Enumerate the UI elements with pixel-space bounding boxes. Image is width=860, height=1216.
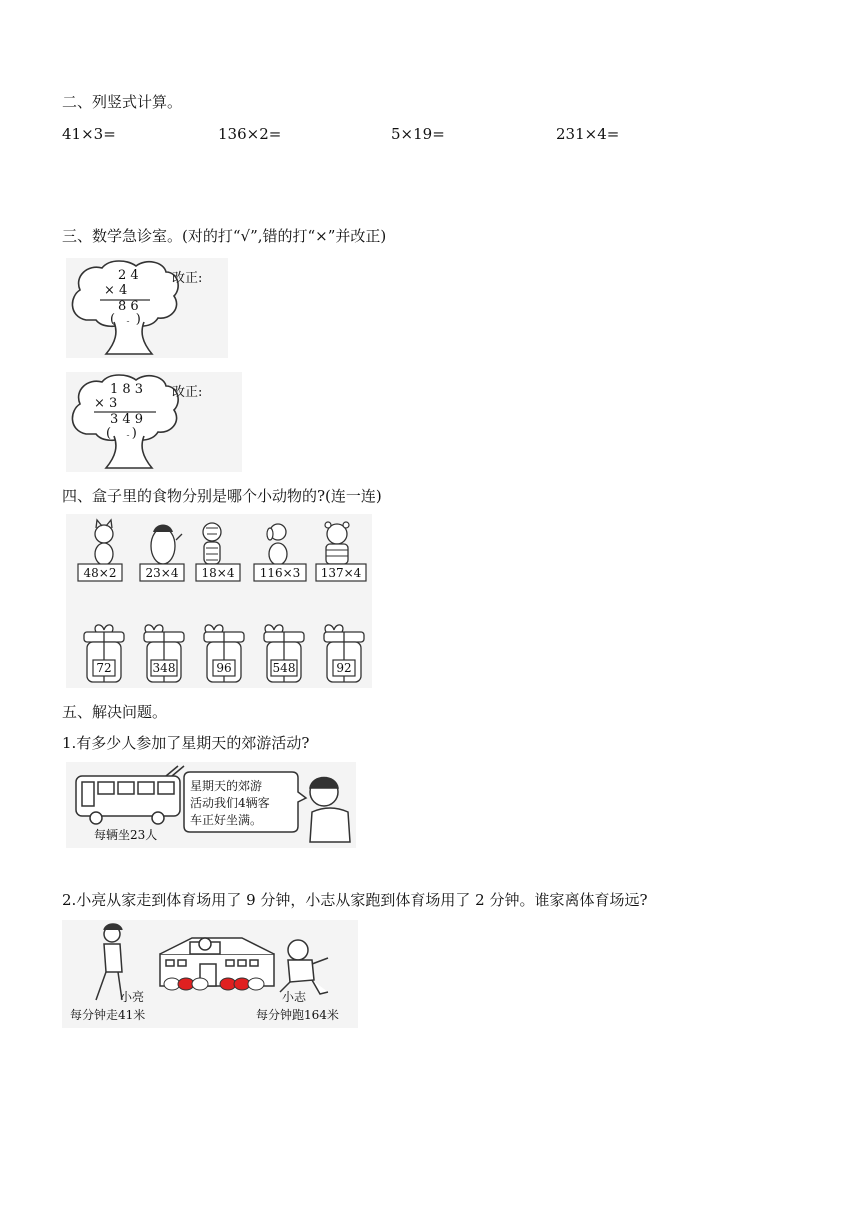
- tree-figure-2: [66, 372, 242, 472]
- right-boy-name: 小志: [282, 990, 307, 1004]
- speech-line-3: 车正好坐满。: [190, 813, 263, 827]
- speech-line-2: 活动我们4辆客: [190, 796, 270, 810]
- animal-label-4: 116×3: [259, 566, 301, 580]
- q2-text: 2.小亮从家走到体育场用了 9 分钟，小志从家跑到体育场用了 2 分钟。谁家离体育场远?: [62, 891, 648, 909]
- problem-1: 41×3=: [62, 125, 116, 143]
- tree2-answer-paren: ( ): [106, 426, 137, 441]
- speech-line-1: 星期天的郊游: [190, 779, 263, 793]
- tree2-line2: × 3: [94, 396, 118, 411]
- section5-heading: 五、解决问题。: [62, 703, 168, 721]
- dog-icon: [267, 524, 287, 565]
- bus-figure: [66, 762, 356, 848]
- bus-caption: 每辆坐23人: [94, 828, 158, 842]
- right-boy-caption: 每分钟跑164米: [256, 1008, 339, 1022]
- tree1-line1: 2 4: [118, 268, 139, 283]
- tree2-fix-label: 改正:: [172, 385, 203, 400]
- tree2-line1: 1 8 3: [110, 382, 144, 397]
- walking-boy-icon: [96, 924, 122, 1000]
- tree1-fix-label: 改正:: [172, 271, 203, 286]
- q1-text: 1.有多少人参加了星期天的郊游活动?: [62, 734, 310, 752]
- tree1-answer-paren: ( ): [110, 312, 141, 327]
- bear-icon: [325, 522, 349, 564]
- box-label-3: 96: [216, 661, 232, 675]
- matching-figure: [66, 514, 372, 688]
- penguin-icon: [151, 525, 182, 565]
- animal-label-2: 23×4: [145, 566, 179, 580]
- box-label-4: 548: [272, 661, 296, 675]
- tree-drawing: [66, 258, 228, 358]
- animal-label-1: 48×2: [83, 566, 117, 580]
- left-boy-name: 小亮: [120, 990, 145, 1004]
- tiger-icon: [203, 523, 221, 564]
- problem-3: 5×19=: [391, 125, 445, 143]
- tree1-line2: × 4: [104, 283, 128, 298]
- section3-heading: 三、数学急诊室。(对的打“√”,错的打“×”并改正): [62, 227, 387, 245]
- problem-4: 231×4=: [556, 125, 620, 143]
- tree2-result: 3 4 9: [110, 412, 144, 427]
- left-boy-caption: 每分钟走41米: [70, 1008, 146, 1022]
- box-label-2: 348: [152, 661, 176, 675]
- problem-2: 136×2=: [218, 125, 282, 143]
- section4-heading: 四、盒子里的食物分别是哪个小动物的?(连一连): [62, 487, 382, 505]
- animal-label-5: 137×4: [320, 566, 362, 580]
- cat-icon: [95, 520, 113, 565]
- tree-figure-1: [66, 258, 228, 358]
- tree1-result: 8 6: [118, 299, 139, 314]
- box-label-1: 72: [96, 661, 112, 675]
- stadium-figure: [62, 920, 358, 1028]
- box-label-5: 92: [336, 661, 352, 675]
- animal-label-3: 18×4: [201, 566, 235, 580]
- section2-heading: 二、列竖式计算。: [62, 93, 183, 111]
- bus-icon: [76, 766, 184, 824]
- boy-icon: [310, 778, 350, 843]
- tree-drawing: [66, 372, 242, 472]
- running-boy-icon: [280, 940, 328, 994]
